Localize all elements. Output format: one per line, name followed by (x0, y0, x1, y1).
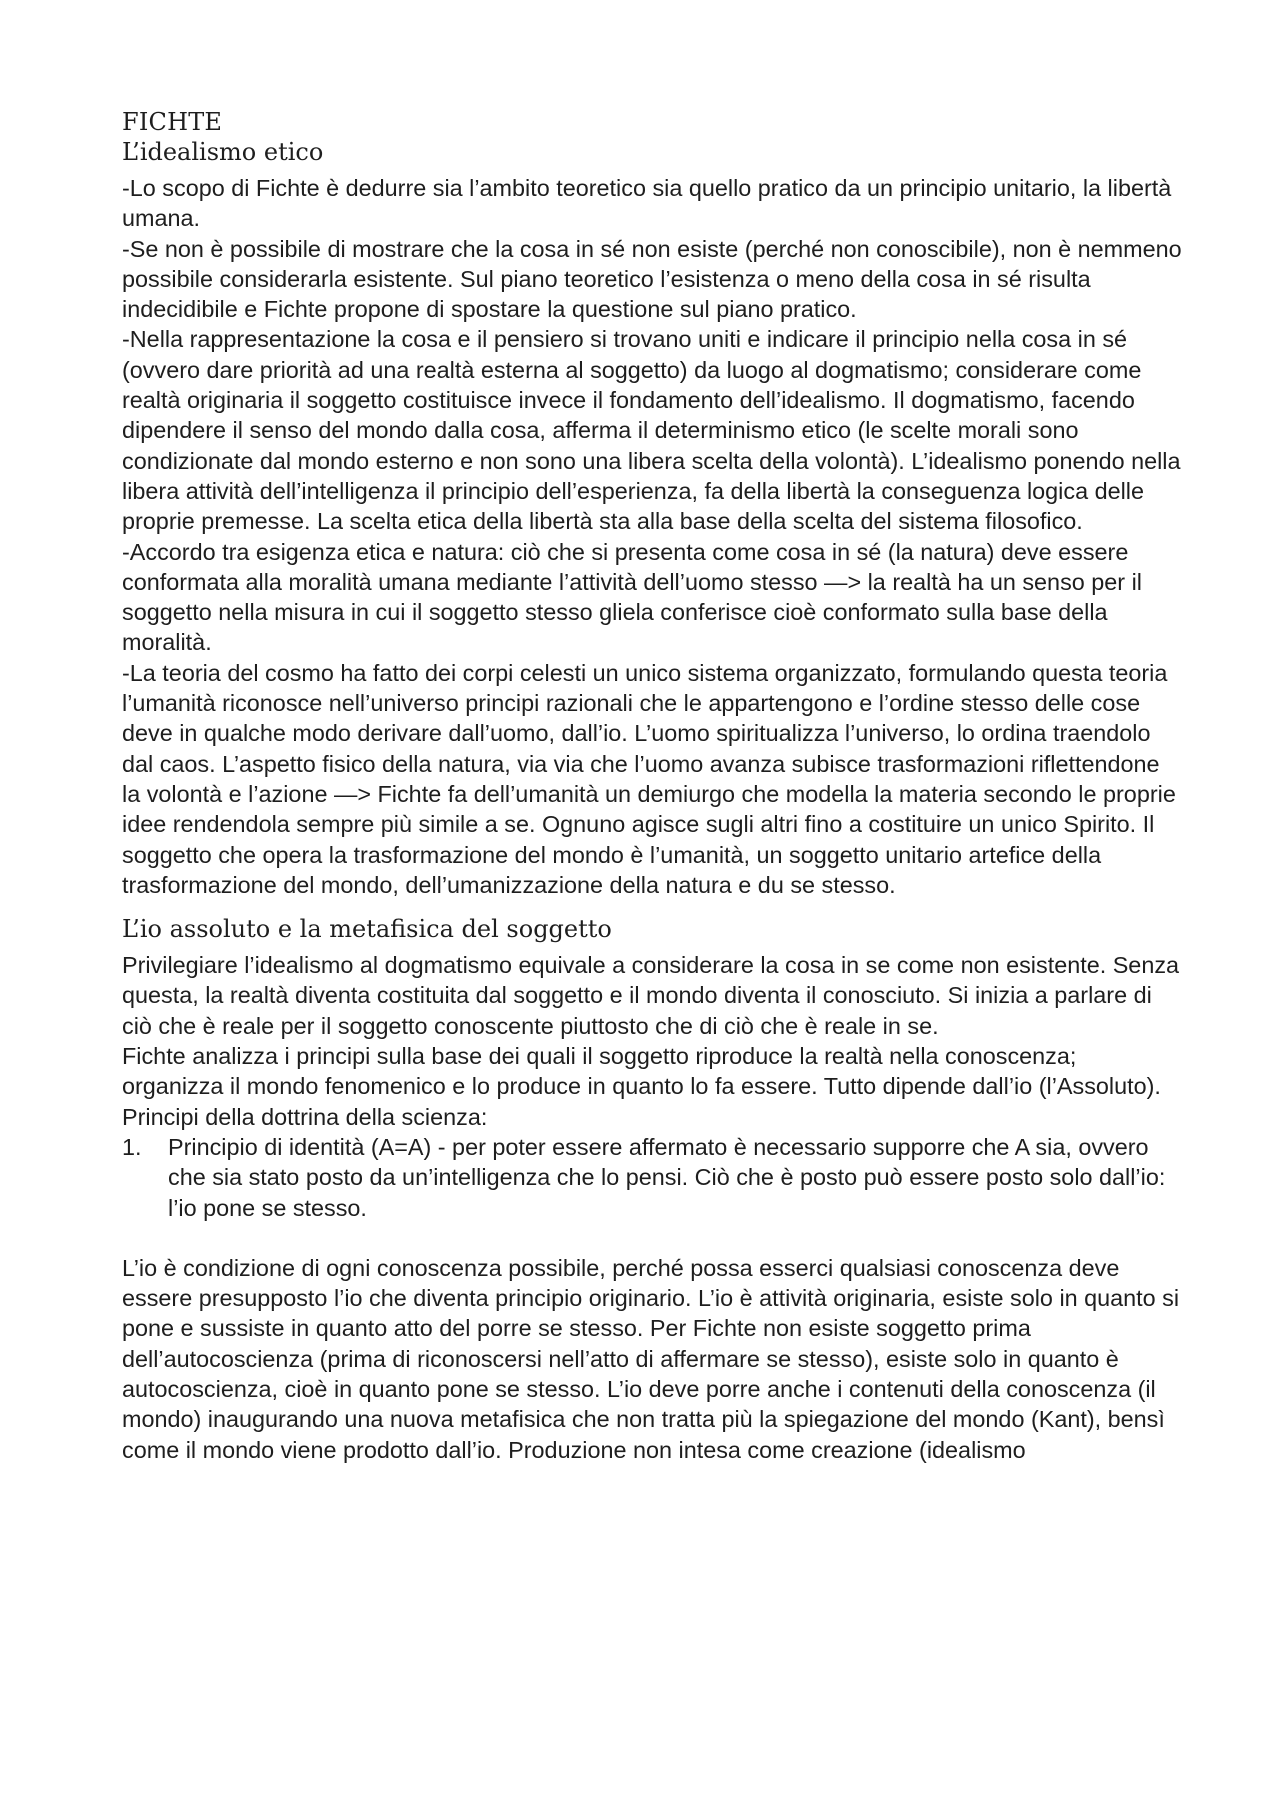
paragraph: -Se non è possibile di mostrare che la cosa in sé non esiste (perché non conoscibile), non è nemmeno possibile considerarla esistente. Sul piano teoretico l’esistenza o meno della cosa in sé risulta indecidibile e Fichte propone di spostare la questione sul piano pratico. (122, 235, 1182, 323)
list-item-text: Principio di identità (A=A) - per poter essere affermato è necessario supporre che A sia, ovvero che sia stato posto da un’intelligenza che lo pensi. Ciò che è posto può essere posto solo dall’io: l’io pone se stesso. (168, 1133, 1166, 1221)
blank-line (122, 1223, 1182, 1253)
list-item-number: 1. (122, 1133, 142, 1160)
paragraph: Fichte analizza i principi sulla base dei quali il soggetto riproduce la realtà nella conoscenza; organizza il mondo fenomenico e lo produce in quanto lo fa essere. Tutto dipende dall’io (l’Assoluto). (122, 1043, 1161, 1100)
paragraph: Principi della dottrina della scienza: (122, 1103, 488, 1130)
paragraph: -Lo scopo di Fichte è dedurre sia l’ambito teoretico sia quello pratico da un principio unitario, la libertà umana. (122, 175, 1172, 232)
list-item (122, 1132, 1182, 1223)
paragraph: L’io è condizione di ogni conoscenza possibile, perché possa esserci qualsiasi conoscenza deve essere presupposto l’io che diventa principio originario. L’io è attività originaria, esiste solo in quanto si pone e sussiste in quanto atto del porre se stesso. Per Fichte non esiste soggetto prima dell’autocoscienza (prima di riconoscersi nell’atto di affermare se stesso), esiste solo in quanto è autocoscienza, cioè in quanto pone se stesso. L’io deve porre anche i contenuti della conoscenza (il mondo) inaugurando una nuova metafisica che non tratta più la spiegazione del mondo (Kant), bensì come il mondo viene prodotto dall’io. Produzione non intesa come creazione (idealismo (122, 1254, 1180, 1463)
section-heading-idealismo-etico: L’idealismo etico (122, 138, 324, 166)
paragraph: -Accordo tra esigenza etica e natura: ciò che si presenta come cosa in sé (la natura) deve essere conformata alla moralità umana mediante l’attività dell’uomo stesso —> la realtà ha un senso per il soggetto nella misura in cui il soggetto stesso gliela conferisce cioè conformato sulla base della moralità. (122, 538, 1142, 656)
document-page (122, 108, 1182, 1465)
principles-list (122, 1132, 1182, 1223)
document-title: FICHTE (122, 108, 223, 136)
section-heading-io-assoluto: L’io assoluto e la metafisica del soggetto (122, 915, 612, 944)
paragraph: -Nella rappresentazione la cosa e il pensiero si trovano uniti e indicare il principio nella cosa in sé (ovvero dare priorità ad una realtà esterna al soggetto) da luogo al dogmatismo; considerare come realtà originaria il soggetto costituisce invece il fondamento dell’idealismo. Il dogmatismo, facendo dipendere il senso del mondo dalla cosa, afferma il determinismo etico (le scelte morali sono condizionate dal mondo esterno e non sono una libera scelta della volontà). L’idealismo ponendo nella libera attività dell’intelligenza il principio dell’esperienza, fa della libertà la conseguenza logica delle proprie premesse. La scelta etica della libertà sta alla base della scelta del sistema filosofico. (122, 326, 1181, 535)
paragraph: -La teoria del cosmo ha fatto dei corpi celesti un unico sistema organizzato, formulando questa teoria l’umanità riconosce nell’universo principi razionali che le appartengono e l’ordine stesso delle cose deve in qualche modo derivare dall’uomo, dall’io. L’uomo spiritualizza l’universo, lo ordina traendolo dal caos. L’aspetto fisico della natura, via via che l’uomo avanza subisce trasformazioni riflettendone la volontà e l’azione —> Fichte fa dell’umanità un demiurgo che modella la materia secondo le proprie idee rendendola sempre più simile a se. Ognuno agisce sugli altri fino a costituire un unico Spirito. Il soggetto che opera la trasformazione del mondo è l’umanità, un soggetto unitario artefice della trasformazione del mondo, dell’umanizzazione della natura e du se stesso. (122, 659, 1176, 898)
paragraph: Privilegiare l’idealismo al dogmatismo equivale a considerare la cosa in se come non esistente. Senza questa, la realtà diventa costituita dal soggetto e il mondo diventa il conosciuto. Si inizia a parlare di ciò che è reale per il soggetto conoscente piuttosto che di ciò che è reale in se. (122, 952, 1180, 1039)
